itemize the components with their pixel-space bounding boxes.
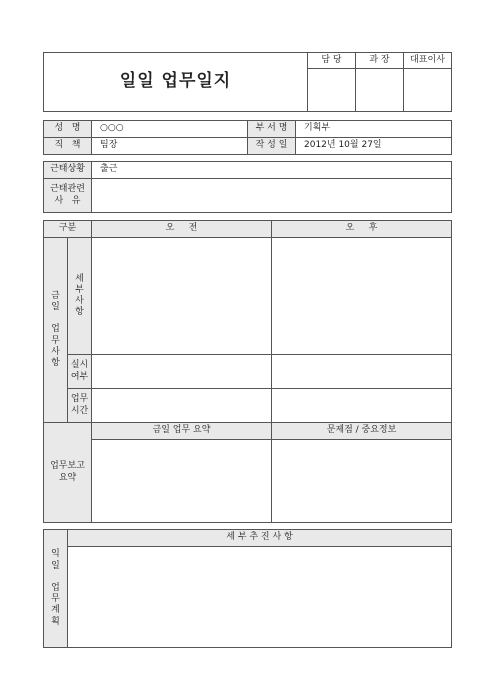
issues-header: 문제점 / 중요정보 (272, 423, 452, 440)
details-label (68, 238, 92, 355)
next-day-plan-label-char: 일 (51, 560, 60, 571)
name-field[interactable]: ○○○ (92, 121, 248, 138)
attendance-status-label: 근태상황 (44, 162, 92, 179)
date-field[interactable]: 2012년 10월 27일 (296, 138, 452, 155)
morning-details-field[interactable] (92, 238, 272, 355)
work-block (43, 220, 452, 523)
report-summary-label-line2: 요약 (58, 472, 77, 483)
issues-field[interactable] (272, 440, 452, 523)
info-block (43, 120, 452, 155)
approval-sign-section-chief[interactable] (356, 69, 404, 112)
detailed-tasks-header: 세 부 추 진 사 항 (68, 530, 452, 547)
done-label (68, 355, 92, 389)
department-field[interactable]: 기획부 (296, 121, 452, 138)
next-day-plan-label (44, 530, 68, 648)
next-day-plan-label-spacer (44, 572, 67, 583)
next-day-plan-label-char: 무 (51, 594, 60, 604)
afternoon-details-field[interactable] (272, 238, 452, 355)
done-label-line2: 여부 (70, 371, 89, 382)
approval-sign-manager[interactable] (308, 69, 356, 112)
morning-header: 오 전 (92, 221, 272, 238)
next-day-plan-label-char: 획 (51, 616, 60, 627)
report-summary-label (44, 423, 92, 523)
done-label-line1: 실시 (70, 360, 89, 371)
today-work-label-char: 금 (51, 290, 60, 301)
plan-block (43, 529, 452, 648)
details-label-char: 부 (75, 284, 84, 295)
today-work-label-char: 일 (51, 302, 60, 312)
today-work-label-spacer (44, 313, 67, 324)
today-work-label (44, 238, 68, 423)
category-header: 구분 (44, 221, 92, 238)
attendance-reason-label (44, 179, 92, 213)
details-label-char: 세 (75, 273, 84, 284)
attendance-reason-label-line2: 사 유 (54, 195, 81, 206)
position-label: 직 책 (44, 138, 92, 155)
details-label-char: 사 (75, 296, 84, 306)
attendance-block (43, 161, 452, 213)
approval-label-section-chief: 과 장 (356, 53, 404, 69)
title-block (43, 52, 452, 112)
today-summary-header: 금일 업무 요약 (92, 423, 272, 440)
details-label-char: 항 (75, 307, 84, 318)
next-day-plan-label-char: 업 (51, 582, 60, 593)
next-day-plan-label-char: 계 (51, 605, 60, 616)
today-work-label-char: 항 (51, 358, 60, 368)
today-summary-field[interactable] (92, 440, 272, 523)
date-label: 작 성 일 (248, 138, 296, 155)
approval-label-ceo: 대표이사 (404, 53, 452, 69)
next-day-plan-label-char: 익 (51, 549, 60, 560)
afternoon-done-field[interactable] (272, 355, 452, 389)
approval-sign-ceo[interactable] (404, 69, 452, 112)
detailed-tasks-field[interactable] (68, 547, 452, 648)
approval-label-manager: 담 당 (308, 53, 356, 69)
work-time-label-line1: 업무 (70, 394, 89, 405)
today-work-label-char: 사 (51, 346, 60, 357)
page-title: 일일 업무일지 (44, 53, 308, 112)
morning-done-field[interactable] (92, 355, 272, 389)
afternoon-header: 오 후 (272, 221, 452, 238)
work-time-label-line2: 시간 (70, 405, 89, 416)
attendance-reason-field[interactable] (92, 179, 452, 213)
morning-time-field[interactable] (92, 389, 272, 423)
name-label: 성 명 (44, 121, 92, 138)
position-field[interactable]: 팀장 (92, 138, 248, 155)
afternoon-time-field[interactable] (272, 389, 452, 423)
today-work-label-char: 무 (51, 335, 60, 346)
report-summary-label-line1: 업무보고 (50, 461, 85, 472)
department-label: 부 서 명 (248, 121, 296, 138)
work-time-label (68, 389, 92, 423)
today-work-label-char: 업 (51, 324, 60, 335)
attendance-status-field[interactable]: 출근 (92, 162, 452, 179)
attendance-reason-label-line1: 근태관련 (50, 184, 85, 195)
